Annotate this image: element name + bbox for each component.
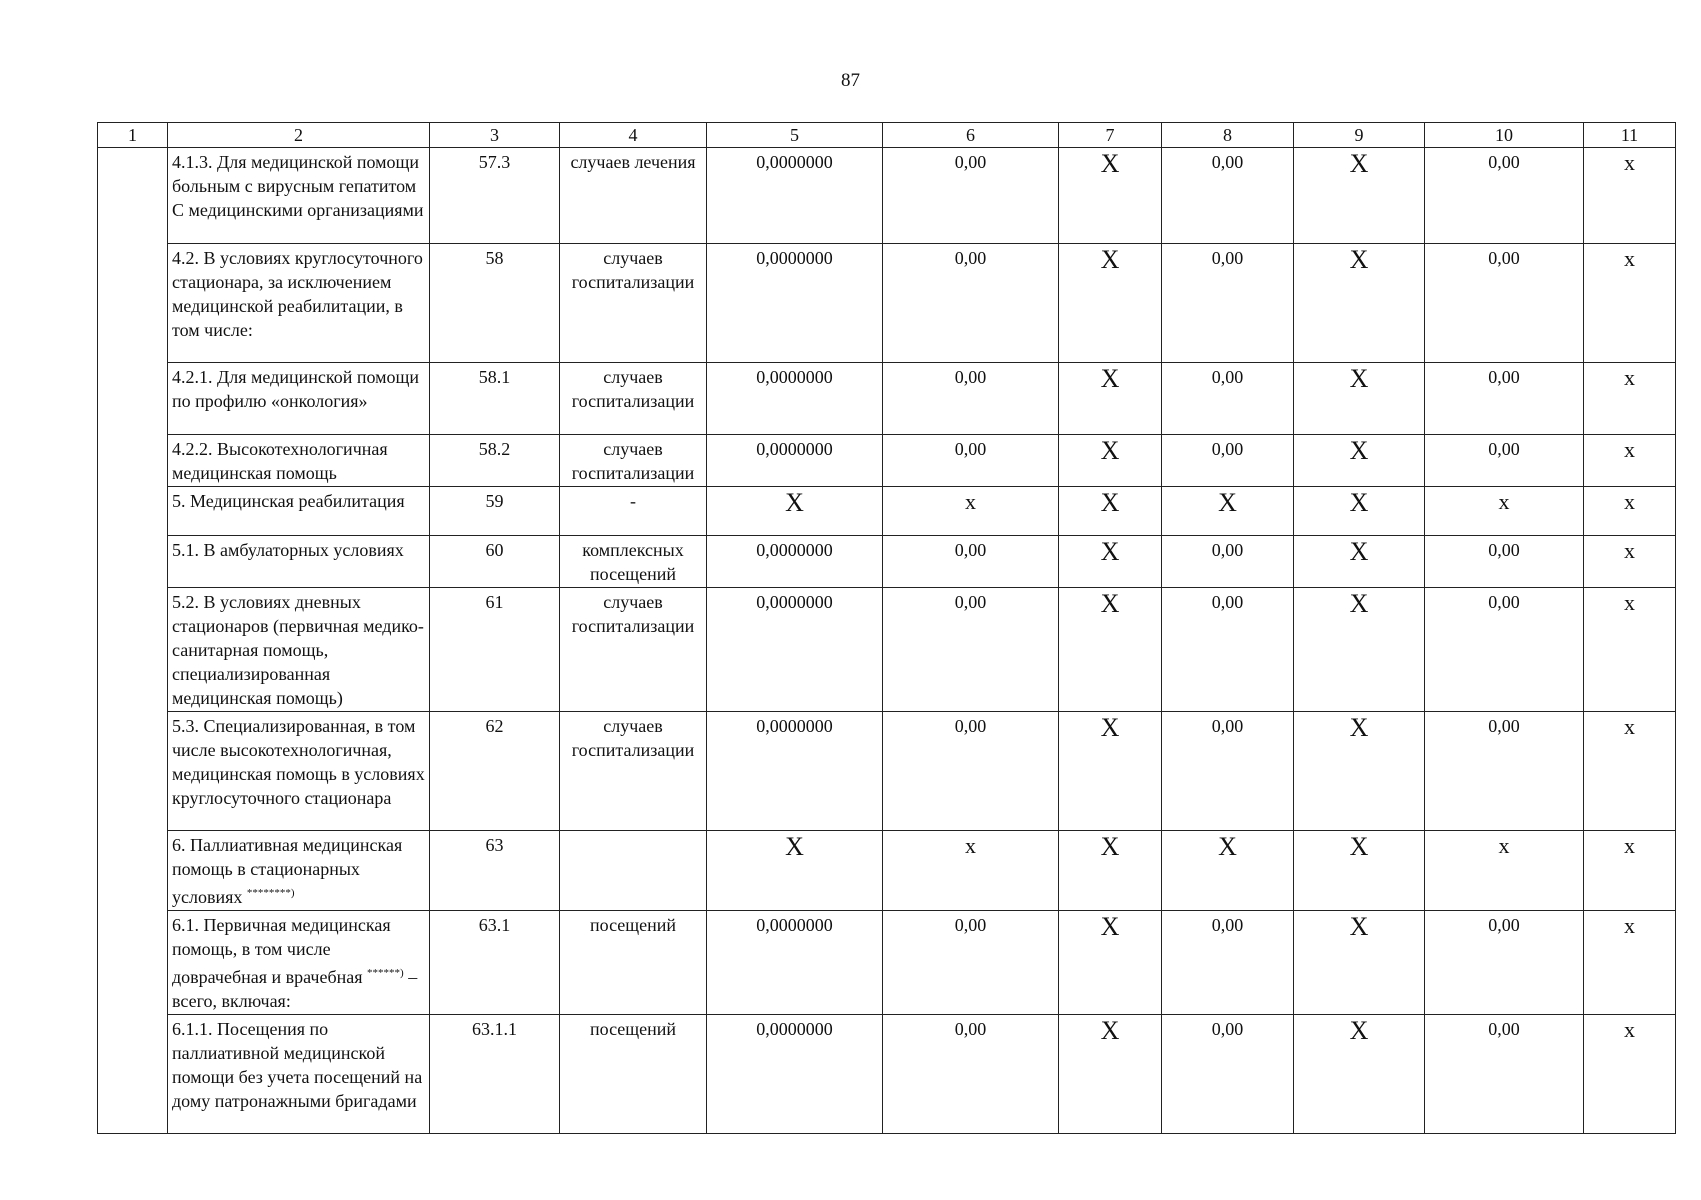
- cell-col6: x: [883, 831, 1059, 911]
- table-row: [98, 588, 1676, 712]
- cell-col10: 0,00: [1425, 911, 1584, 1015]
- cell-col9: X: [1294, 536, 1425, 588]
- table-row: [98, 148, 1676, 244]
- cell-col11: x: [1584, 588, 1676, 712]
- row-name: 4.2.1. Для медицинской помощи по профилю «онкология»: [168, 363, 430, 435]
- cell-col8: 0,00: [1162, 363, 1294, 435]
- cell-col7: X: [1059, 831, 1162, 911]
- cell-col9: X: [1294, 244, 1425, 363]
- cell-col6: 0,00: [883, 911, 1059, 1015]
- cell-col5: 0,0000000: [707, 911, 883, 1015]
- column-header: 3: [430, 123, 560, 148]
- row-name: 4.2. В условиях круглосуточного стационара, за исключением медицинской реабилитации, в том числе:: [168, 244, 430, 363]
- cell-col10: 0,00: [1425, 148, 1584, 244]
- cell-col8: 0,00: [1162, 588, 1294, 712]
- row-code: 59: [430, 487, 560, 536]
- cell-col9: X: [1294, 911, 1425, 1015]
- cell-col7: X: [1059, 487, 1162, 536]
- cell-col11: x: [1584, 487, 1676, 536]
- row-name: [168, 911, 430, 1015]
- row-code: 58.1: [430, 363, 560, 435]
- row-name: 4.2.2. Высокотехнологичная медицинская помощь: [168, 435, 430, 487]
- cell-col7: X: [1059, 911, 1162, 1015]
- row-unit: [560, 831, 707, 911]
- cell-col11: x: [1584, 712, 1676, 831]
- cell-col6: 0,00: [883, 148, 1059, 244]
- cell-col5: 0,0000000: [707, 148, 883, 244]
- row-name: 5.2. В условиях дневных стационаров (первичная медико-санитарная помощь, специализированная медицинская помощь): [168, 588, 430, 712]
- cell-col5: 0,0000000: [707, 712, 883, 831]
- cell-col8: 0,00: [1162, 536, 1294, 588]
- row-name: [168, 831, 430, 911]
- header-row: [98, 123, 1676, 148]
- cell-col8: 0,00: [1162, 911, 1294, 1015]
- cell-col9: X: [1294, 588, 1425, 712]
- row-unit: случаев госпитализации: [560, 435, 707, 487]
- row-name-text: 6. Паллиативная медицинская помощь в стационарных условиях: [172, 835, 403, 907]
- cell-col11: x: [1584, 536, 1676, 588]
- cell-col9: X: [1294, 148, 1425, 244]
- cell-col6: 0,00: [883, 712, 1059, 831]
- cell-col5: X: [707, 831, 883, 911]
- table-row: [98, 831, 1676, 911]
- row-code: 63: [430, 831, 560, 911]
- row-code: 63.1: [430, 911, 560, 1015]
- row-unit: -: [560, 487, 707, 536]
- column-header: 2: [168, 123, 430, 148]
- row-code: 58: [430, 244, 560, 363]
- cell-col9: X: [1294, 487, 1425, 536]
- cell-col11: x: [1584, 831, 1676, 911]
- cell-col11: x: [1584, 435, 1676, 487]
- row-unit: случаев лечения: [560, 148, 707, 244]
- cell-col7: X: [1059, 244, 1162, 363]
- row-code: 63.1.1: [430, 1015, 560, 1134]
- cell-col5: 0,0000000: [707, 363, 883, 435]
- cell-col8: 0,00: [1162, 244, 1294, 363]
- cell-col8: 0,00: [1162, 435, 1294, 487]
- cell-col11: x: [1584, 148, 1676, 244]
- row-name-text: 6.1. Первичная медицинская помощь, в том числе доврачебная и врачебная: [172, 915, 391, 987]
- row-code: 61: [430, 588, 560, 712]
- cell-col7: X: [1059, 148, 1162, 244]
- cell-col10: 0,00: [1425, 712, 1584, 831]
- cell-col6: 0,00: [883, 363, 1059, 435]
- row-unit: комплексных посещений: [560, 536, 707, 588]
- table-row: [98, 911, 1676, 1015]
- cell-col10: 0,00: [1425, 435, 1584, 487]
- cell-col11: x: [1584, 244, 1676, 363]
- footnote-mark: ******): [367, 967, 404, 979]
- cell-col8: X: [1162, 487, 1294, 536]
- column-header: 7: [1059, 123, 1162, 148]
- column-header: 6: [883, 123, 1059, 148]
- row-unit: посещений: [560, 911, 707, 1015]
- column-header: 5: [707, 123, 883, 148]
- row-name: 5.3. Специализированная, в том числе высокотехнологичная, медицинская помощь в условиях круглосуточного стационара: [168, 712, 430, 831]
- row-name: 5. Медицинская реабилитация: [168, 487, 430, 536]
- cell-col6: 0,00: [883, 588, 1059, 712]
- cell-col10: 0,00: [1425, 536, 1584, 588]
- row-unit: случаев госпитализации: [560, 588, 707, 712]
- row-unit: случаев госпитализации: [560, 244, 707, 363]
- column-header: 1: [98, 123, 168, 148]
- cell-col11: x: [1584, 363, 1676, 435]
- row-code: 62: [430, 712, 560, 831]
- row-unit: случаев госпитализации: [560, 363, 707, 435]
- cell-col7: X: [1059, 1015, 1162, 1134]
- cell-col6: 0,00: [883, 1015, 1059, 1134]
- row-group-cell: [98, 148, 168, 1134]
- cell-col7: X: [1059, 712, 1162, 831]
- row-code: 60: [430, 536, 560, 588]
- cell-col5: 0,0000000: [707, 588, 883, 712]
- cell-col10: 0,00: [1425, 1015, 1584, 1134]
- cell-col11: x: [1584, 1015, 1676, 1134]
- table-row: [98, 435, 1676, 487]
- cell-col7: X: [1059, 588, 1162, 712]
- table-row: [98, 536, 1676, 588]
- row-name: 4.1.3. Для медицинской помощи больным с вирусным гепатитом С медицинскими организациями: [168, 148, 430, 244]
- cell-col8: 0,00: [1162, 712, 1294, 831]
- table-row: [98, 712, 1676, 831]
- cell-col10: 0,00: [1425, 588, 1584, 712]
- table-row: [98, 244, 1676, 363]
- row-name: 6.1.1. Посещения по паллиативной медицинской помощи без учета посещений на дому патронажными бригадами: [168, 1015, 430, 1134]
- column-header: 10: [1425, 123, 1584, 148]
- cell-col8: X: [1162, 831, 1294, 911]
- cell-col6: 0,00: [883, 435, 1059, 487]
- cell-col6: 0,00: [883, 244, 1059, 363]
- cell-col6: 0,00: [883, 536, 1059, 588]
- column-header: 11: [1584, 123, 1676, 148]
- page-number: 87: [841, 70, 860, 91]
- row-name: 5.1. В амбулаторных условиях: [168, 536, 430, 588]
- row-unit: случаев госпитализации: [560, 712, 707, 831]
- cell-col5: 0,0000000: [707, 435, 883, 487]
- cell-col9: X: [1294, 712, 1425, 831]
- footnote-mark: ********): [246, 887, 295, 899]
- column-header: 4: [560, 123, 707, 148]
- cell-col6: x: [883, 487, 1059, 536]
- cell-col5: 0,0000000: [707, 536, 883, 588]
- cell-col8: 0,00: [1162, 1015, 1294, 1134]
- column-header: 8: [1162, 123, 1294, 148]
- cell-col9: X: [1294, 1015, 1425, 1134]
- cell-col9: X: [1294, 831, 1425, 911]
- cell-col5: 0,0000000: [707, 1015, 883, 1134]
- table-row: [98, 1015, 1676, 1134]
- cell-col8: 0,00: [1162, 148, 1294, 244]
- column-header: 9: [1294, 123, 1425, 148]
- row-unit: посещений: [560, 1015, 707, 1134]
- cell-col5: X: [707, 487, 883, 536]
- row-code: 58.2: [430, 435, 560, 487]
- row-name-tail: –всего, включая:: [172, 967, 418, 1011]
- cell-col10: 0,00: [1425, 363, 1584, 435]
- cell-col10: x: [1425, 831, 1584, 911]
- cell-col7: X: [1059, 435, 1162, 487]
- cell-col7: X: [1059, 363, 1162, 435]
- cell-col9: X: [1294, 435, 1425, 487]
- data-table: [97, 122, 1676, 1134]
- table-row: [98, 363, 1676, 435]
- cell-col11: x: [1584, 911, 1676, 1015]
- cell-col10: x: [1425, 487, 1584, 536]
- row-code: 57.3: [430, 148, 560, 244]
- cell-col9: X: [1294, 363, 1425, 435]
- cell-col7: X: [1059, 536, 1162, 588]
- table-row: [98, 487, 1676, 536]
- cell-col10: 0,00: [1425, 244, 1584, 363]
- cell-col5: 0,0000000: [707, 244, 883, 363]
